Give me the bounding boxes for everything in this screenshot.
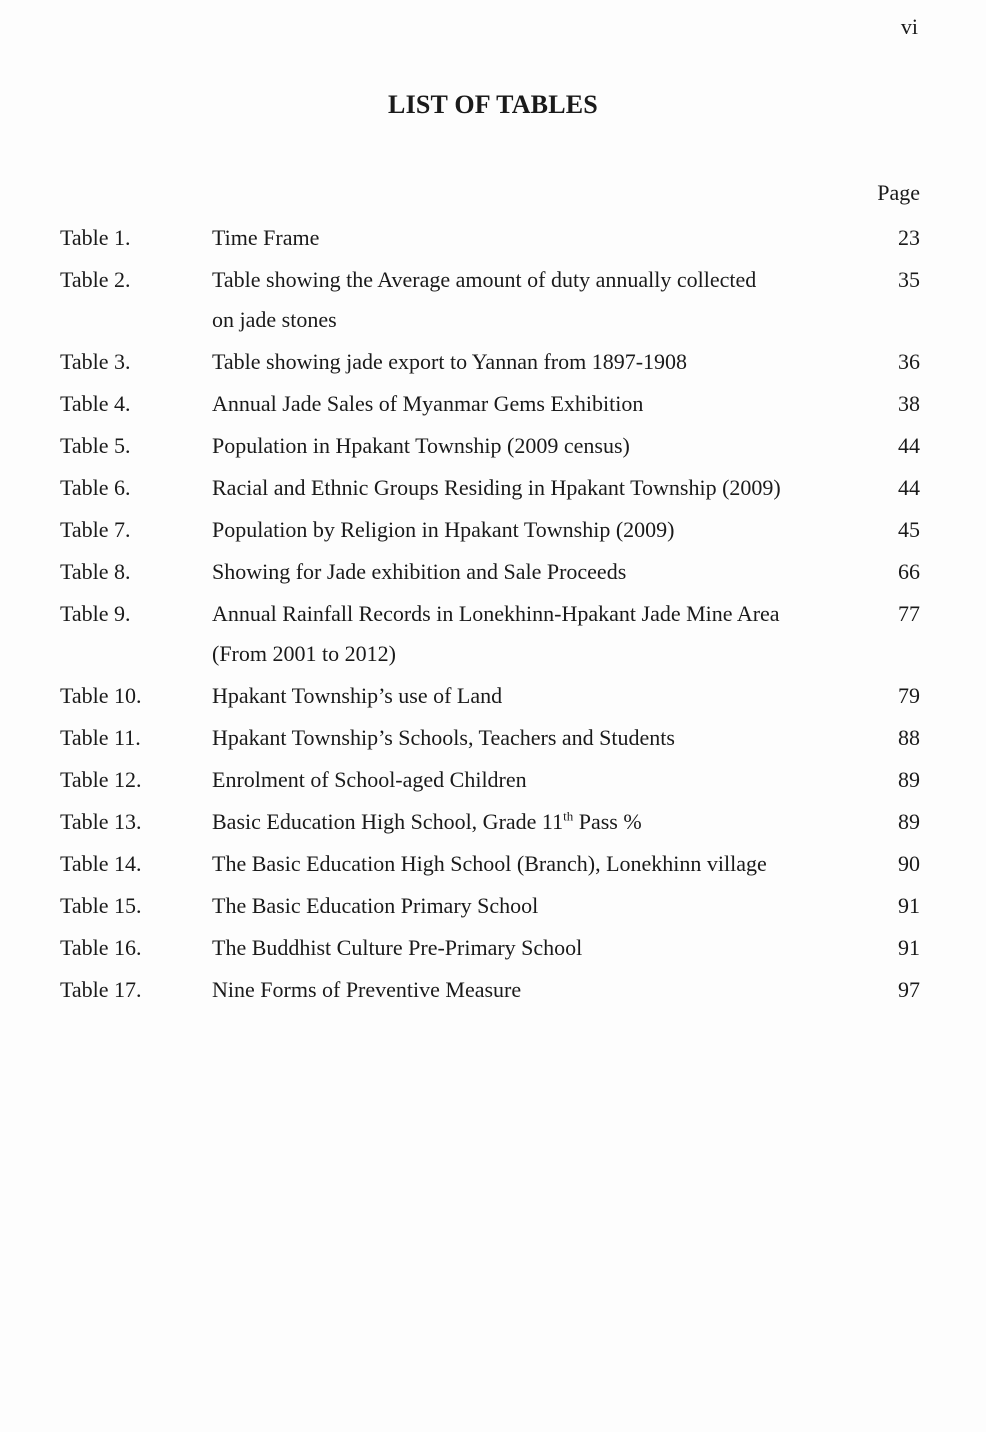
table-title-text: Pass % [573,809,642,834]
table-label: Table 7. [60,517,131,542]
table-page-number: 91 [898,935,920,960]
table-title [212,426,880,466]
table-title-line: The Basic Education High School (Branch), Lonekhinn village [212,851,767,876]
table-page-number: 35 [898,267,920,292]
table-title-line: Annual Jade Sales of Myanmar Gems Exhibition [212,391,644,416]
table-page-number: 89 [898,809,920,834]
table-entry [60,218,920,258]
table-label: Table 4. [60,391,131,416]
table-label: Table 2. [60,267,131,292]
table-entry [60,468,920,508]
table-entry [60,928,920,968]
table-label: Table 3. [60,349,131,374]
page-column-heading: Page [877,180,920,205]
table-page-number: 97 [898,977,920,1002]
table-label: Table 15. [60,893,142,918]
table-title [212,844,880,884]
table-page-number: 36 [898,349,920,374]
table-label: Table 17. [60,977,142,1002]
table-page-number: 44 [898,475,920,500]
table-title [212,218,880,258]
table-title [212,928,880,968]
table-title [212,718,880,758]
table-title-line: Time Frame [212,225,320,250]
table-title-line: on jade stones [212,307,337,332]
table-title-line: Hpakant Township’s Schools, Teachers and Students [212,725,675,750]
table-page-number: 44 [898,433,920,458]
table-entry [60,802,920,842]
table-title-line: Enrolment of School-aged Children [212,767,527,792]
table-page-number: 91 [898,893,920,918]
table-title [212,802,880,842]
table-title [212,342,880,382]
table-title-line: Table showing jade export to Yannan from 1897-1908 [212,349,688,374]
table-label: Table 14. [60,851,142,876]
table-label: Table 1. [60,225,131,250]
table-title [212,384,880,424]
table-title [212,886,880,926]
table-entry [60,760,920,800]
table-title-line: The Buddhist Culture Pre-Primary School [212,935,583,960]
table-entry [60,718,920,758]
table-entry [60,676,920,716]
table-title [212,970,880,1010]
table-label: Table 13. [60,809,142,834]
table-title-line: Showing for Jade exhibition and Sale Proceeds [212,559,627,584]
table-title-line: Population by Religion in Hpakant Township (2009) [212,517,675,542]
table-title-line: Population in Hpakant Township (2009 census) [212,433,630,458]
table-page-number: 79 [898,683,920,708]
table-entry [60,552,920,592]
table-title-line: Hpakant Township’s use of Land [212,683,503,708]
table-title-line: Annual Rainfall Records in Lonekhinn-Hpakant Jade Mine Area [212,601,780,626]
table-entry [60,426,920,466]
table-title [212,760,880,800]
table-title [212,676,880,716]
superscript-ordinal: th [563,808,574,824]
table-entry [60,510,920,550]
table-page-number: 66 [898,559,920,584]
table-entry [60,594,920,674]
table-label: Table 12. [60,767,142,792]
table-label: Table 16. [60,935,142,960]
page-title: LIST OF TABLES [388,90,598,119]
table-title-line: The Basic Education Primary School [212,893,539,918]
table-title [212,594,880,674]
table-title [212,260,880,340]
table-title-line: Nine Forms of Preventive Measure [212,977,522,1002]
table-title [212,510,880,550]
table-page-number: 89 [898,767,920,792]
table-page-number: 23 [898,225,920,250]
table-page-number: 38 [898,391,920,416]
table-label: Table 5. [60,433,131,458]
table-label: Table 11. [60,725,141,750]
table-title-line: Racial and Ethnic Groups Residing in Hpakant Township (2009) [212,475,781,500]
table-entry [60,342,920,382]
table-page-number: 77 [898,601,920,626]
table-page-number: 90 [898,851,920,876]
table-entry [60,844,920,884]
table-page-number: 88 [898,725,920,750]
table-entry [60,260,920,340]
table-label: Table 10. [60,683,142,708]
table-title-line: (From 2001 to 2012) [212,641,396,666]
table-label: Table 8. [60,559,131,584]
table-title-line: Table showing the Average amount of duty annually collected [212,267,757,292]
table-label: Table 6. [60,475,131,500]
page-number: vi [900,14,918,39]
table-entry [60,970,920,1010]
table-title [212,552,880,592]
table-label: Table 9. [60,601,131,626]
table-page-number: 45 [898,517,920,542]
table-title [212,468,880,508]
table-title-line [212,802,860,842]
table-entry [60,886,920,926]
table-entry [60,384,920,424]
table-title-text: Basic Education High School, Grade 11 [212,809,564,834]
list-of-tables [60,218,920,1012]
